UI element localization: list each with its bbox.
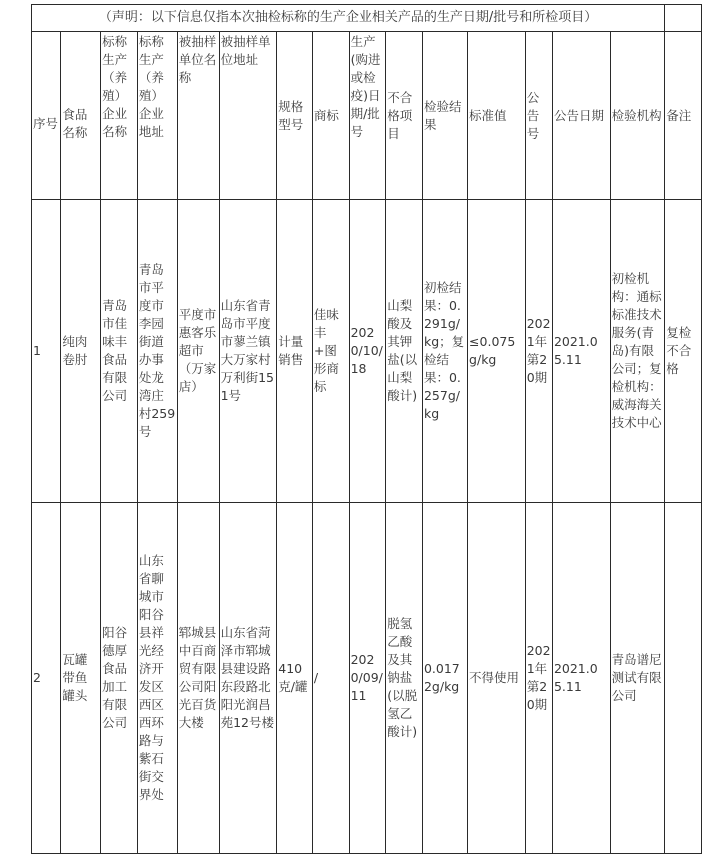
cell-index: 1 bbox=[32, 200, 61, 503]
cell-remark: 复检不合格 bbox=[665, 200, 702, 503]
cell-spec: 410克/罐 bbox=[277, 503, 313, 854]
header-production-date: 生产(购进或检疫)日期/批号 bbox=[349, 32, 386, 200]
header-spec: 规格型号 bbox=[277, 32, 313, 200]
cell-producer-address: 山东省聊城市阳谷县祥光经济开发区西区西环路与紫石街交界处 bbox=[137, 503, 177, 854]
header-notice-date: 公告日期 bbox=[552, 32, 610, 200]
table-row bbox=[32, 200, 702, 503]
header-producer-address: 标称生产（养殖）企业地址 bbox=[137, 32, 177, 200]
cell-notice-date: 2021.05.11 bbox=[552, 503, 610, 854]
cell-sampled-unit-name: 平度市惠客乐超市（万家店） bbox=[177, 200, 219, 503]
cell-producer-address: 青岛市平度市李园街道办事处龙湾庄村259号 bbox=[137, 200, 177, 503]
cell-notice-no: 2021年第20期 bbox=[525, 200, 552, 503]
declaration-text: （声明：以下信息仅指本次抽检标称的生产企业相关产品的生产日期/批号和所检项目） bbox=[32, 5, 665, 32]
cell-producer-name: 青岛市佳味丰食品有限公司 bbox=[101, 200, 138, 503]
table-row bbox=[32, 503, 702, 854]
cell-notice-no: 2021年第20期 bbox=[525, 503, 552, 854]
cell-sampled-unit-address: 山东省菏泽市郓城县建设路东段路北阳光润昌苑12号楼 bbox=[219, 503, 277, 854]
declaration-row bbox=[32, 5, 702, 32]
header-failed-item: 不合格项目 bbox=[386, 32, 423, 200]
cell-failed-item: 山梨酸及其钾盐(以山梨酸计) bbox=[386, 200, 423, 503]
header-remark: 备注 bbox=[665, 32, 702, 200]
cell-sampled-unit-address: 山东省青岛市平度市蓼兰镇大万家村万利街151号 bbox=[219, 200, 277, 503]
cell-failed-item: 脱氢乙酸及其钠盐(以脱氢乙酸计) bbox=[386, 503, 423, 854]
cell-standard: ≤0.075g/kg bbox=[468, 200, 526, 503]
cell-agency: 青岛谱尼测试有限公司 bbox=[610, 503, 665, 854]
header-food-name: 食品名称 bbox=[61, 32, 101, 200]
cell-remark bbox=[665, 503, 702, 854]
cell-food-name: 瓦罐带鱼罐头 bbox=[61, 503, 101, 854]
cell-producer-name: 阳谷德厚食品加工有限公司 bbox=[101, 503, 138, 854]
cell-food-name: 纯肉卷肘 bbox=[61, 200, 101, 503]
cell-index: 2 bbox=[32, 503, 61, 854]
cell-standard: 不得使用 bbox=[468, 503, 526, 854]
cell-result: 初检结果：0.291g/kg；复检结果：0.257g/kg bbox=[422, 200, 467, 503]
declaration-blank-cell bbox=[665, 5, 702, 32]
cell-result: 0.0172g/kg bbox=[422, 503, 467, 854]
cell-production-date: 2020/09/11 bbox=[349, 503, 386, 854]
header-sampled-unit-address: 被抽样单位地址 bbox=[219, 32, 277, 200]
header-index: 序号 bbox=[32, 32, 61, 200]
header-standard: 标准值 bbox=[468, 32, 526, 200]
header-trademark: 商标 bbox=[312, 32, 349, 200]
cell-trademark: / bbox=[312, 503, 349, 854]
cell-spec: 计量销售 bbox=[277, 200, 313, 503]
cell-agency: 初检机构：通标标准技术服务(青岛)有限公司；复检机构：威海海关技术中心 bbox=[610, 200, 665, 503]
cell-notice-date: 2021.05.11 bbox=[552, 200, 610, 503]
cell-trademark: 佳味丰+图形商标 bbox=[312, 200, 349, 503]
header-notice-no: 公告号 bbox=[525, 32, 552, 200]
header-result: 检验结果 bbox=[422, 32, 467, 200]
header-sampled-unit-name: 被抽样单位名称 bbox=[177, 32, 219, 200]
cell-production-date: 2020/10/18 bbox=[349, 200, 386, 503]
header-row bbox=[32, 32, 702, 200]
header-producer-name: 标称生产（养殖）企业名称 bbox=[101, 32, 138, 200]
header-agency: 检验机构 bbox=[610, 32, 665, 200]
cell-sampled-unit-name: 郓城县中百商贸有限公司阳光百货大楼 bbox=[177, 503, 219, 854]
inspection-table bbox=[31, 4, 702, 854]
